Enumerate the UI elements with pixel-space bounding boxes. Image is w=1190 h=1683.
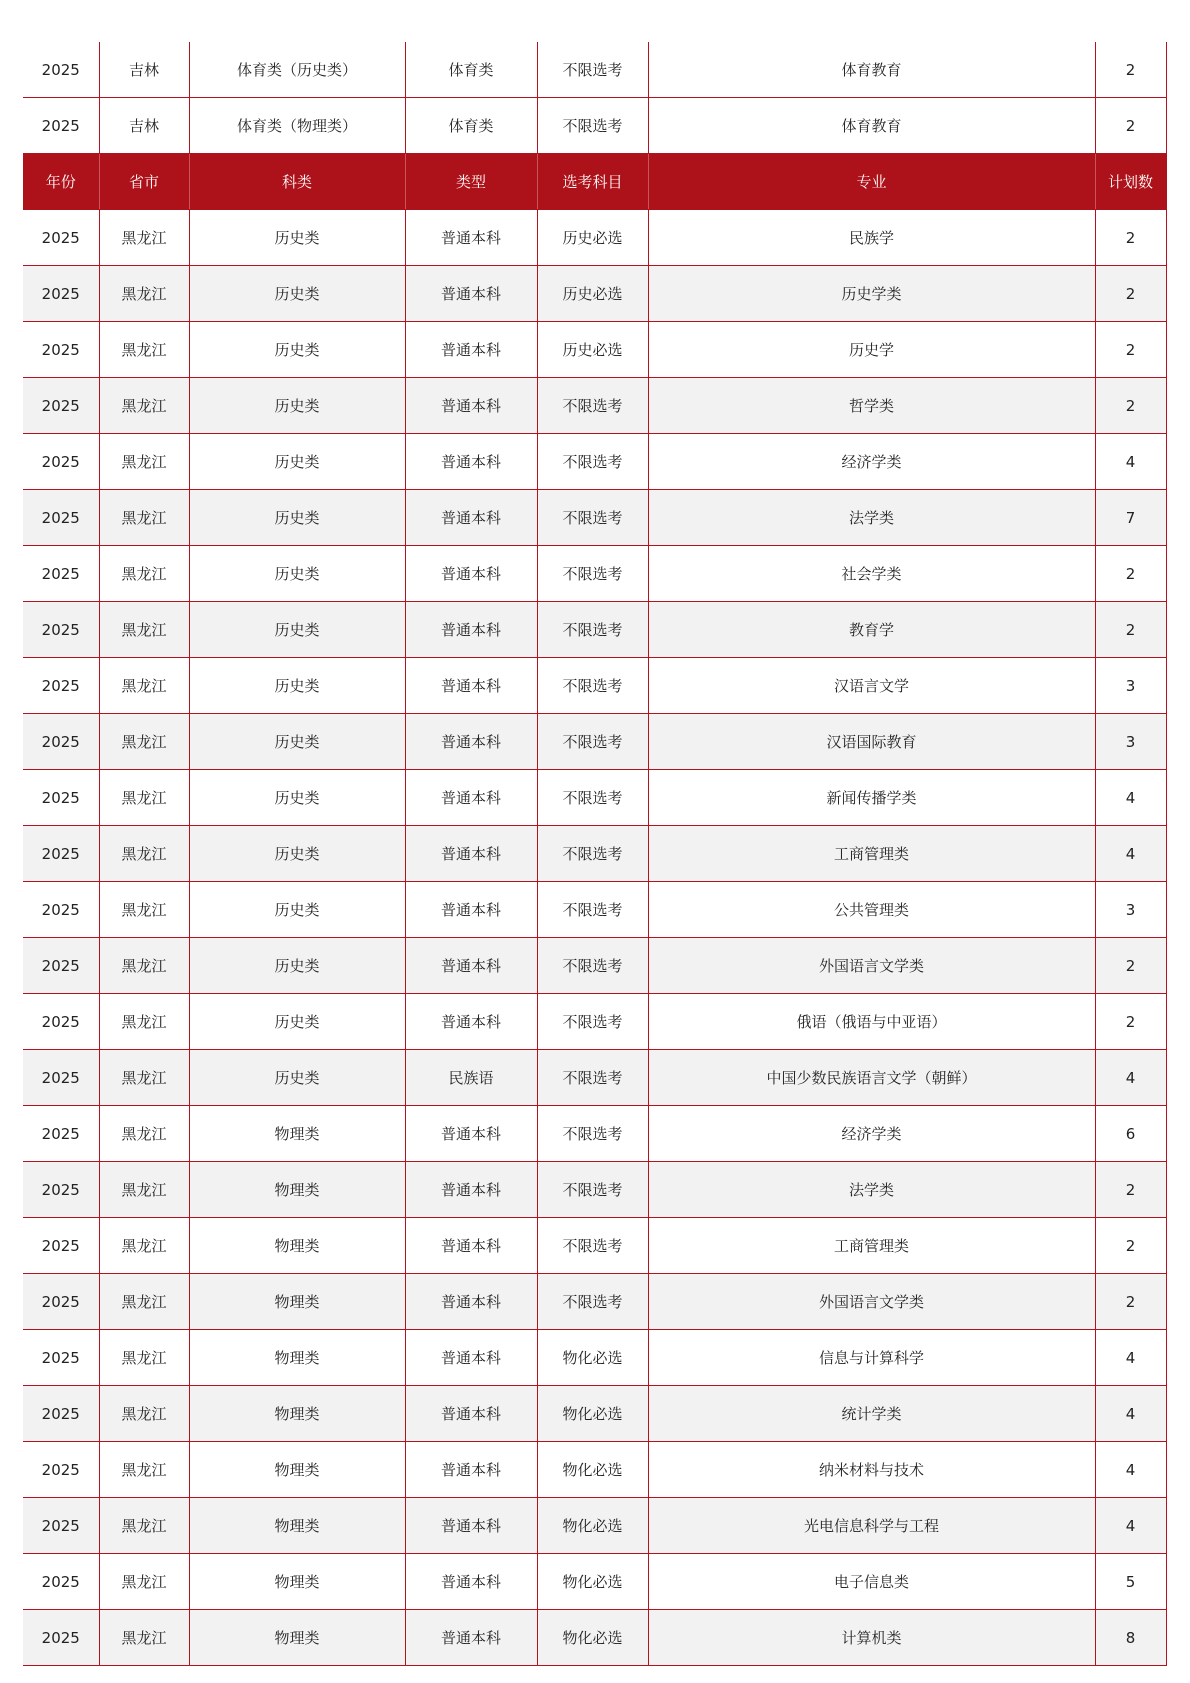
- plan-count-cell: 7: [1095, 490, 1166, 546]
- major-cell: 社会学类: [648, 546, 1095, 602]
- type-cell: 普通本科: [405, 1274, 537, 1330]
- year-cell: 2025: [23, 322, 99, 378]
- category-cell: 历史类: [189, 602, 405, 658]
- type-cell: 体育类: [405, 98, 537, 154]
- province-cell: 吉林: [99, 98, 189, 154]
- province-cell: 黑龙江: [99, 1442, 189, 1498]
- province-cell: 黑龙江: [99, 938, 189, 994]
- plan-count-cell: 2: [1095, 98, 1166, 154]
- subject-cell: 物化必选: [537, 1442, 648, 1498]
- category-cell: 物理类: [189, 1330, 405, 1386]
- type-cell: 民族语: [405, 1050, 537, 1106]
- subject-cell: 不限选考: [537, 770, 648, 826]
- major-cell: 经济学类: [648, 1106, 1095, 1162]
- type-cell: 普通本科: [405, 1610, 537, 1666]
- plan-count-cell: 4: [1095, 826, 1166, 882]
- subject-cell: 物化必选: [537, 1386, 648, 1442]
- table-row: [23, 266, 1166, 322]
- table-row: [23, 210, 1166, 266]
- province-cell: 黑龙江: [99, 994, 189, 1050]
- type-cell: 普通本科: [405, 882, 537, 938]
- subject-cell: 物化必选: [537, 1610, 648, 1666]
- type-cell: 普通本科: [405, 1162, 537, 1218]
- province-cell: 黑龙江: [99, 1610, 189, 1666]
- plan-count-cell: 2: [1095, 210, 1166, 266]
- header-province: 省市: [99, 154, 189, 210]
- major-cell: 民族学: [648, 210, 1095, 266]
- type-cell: 普通本科: [405, 602, 537, 658]
- year-cell: 2025: [23, 1386, 99, 1442]
- category-cell: 体育类（物理类）: [189, 98, 405, 154]
- province-cell: 黑龙江: [99, 1106, 189, 1162]
- major-cell: 教育学: [648, 602, 1095, 658]
- province-cell: 黑龙江: [99, 1554, 189, 1610]
- category-cell: 物理类: [189, 1274, 405, 1330]
- plan-count-cell: 2: [1095, 322, 1166, 378]
- type-cell: 普通本科: [405, 1498, 537, 1554]
- major-cell: 法学类: [648, 1162, 1095, 1218]
- category-cell: 历史类: [189, 490, 405, 546]
- category-cell: 物理类: [189, 1162, 405, 1218]
- type-cell: 普通本科: [405, 266, 537, 322]
- type-cell: 普通本科: [405, 994, 537, 1050]
- type-cell: 普通本科: [405, 826, 537, 882]
- year-cell: 2025: [23, 658, 99, 714]
- major-cell: 法学类: [648, 490, 1095, 546]
- type-cell: 普通本科: [405, 1554, 537, 1610]
- plan-count-cell: 4: [1095, 434, 1166, 490]
- province-cell: 黑龙江: [99, 322, 189, 378]
- year-cell: 2025: [23, 490, 99, 546]
- subject-cell: 不限选考: [537, 1106, 648, 1162]
- table-row: [23, 378, 1166, 434]
- subject-cell: 不限选考: [537, 1218, 648, 1274]
- category-cell: 物理类: [189, 1442, 405, 1498]
- category-cell: 物理类: [189, 1218, 405, 1274]
- category-cell: 体育类（历史类）: [189, 42, 405, 98]
- major-cell: 工商管理类: [648, 1218, 1095, 1274]
- type-cell: 普通本科: [405, 1218, 537, 1274]
- table-row: [23, 546, 1166, 602]
- province-cell: 黑龙江: [99, 1050, 189, 1106]
- major-cell: 体育教育: [648, 42, 1095, 98]
- table-row: [23, 434, 1166, 490]
- year-cell: 2025: [23, 826, 99, 882]
- type-cell: 普通本科: [405, 490, 537, 546]
- province-cell: 黑龙江: [99, 882, 189, 938]
- subject-cell: 不限选考: [537, 434, 648, 490]
- table-row: [23, 826, 1166, 882]
- plan-count-cell: 2: [1095, 378, 1166, 434]
- subject-cell: 不限选考: [537, 1162, 648, 1218]
- province-cell: 黑龙江: [99, 266, 189, 322]
- year-cell: 2025: [23, 1106, 99, 1162]
- province-cell: 黑龙江: [99, 1386, 189, 1442]
- subject-cell: 不限选考: [537, 938, 648, 994]
- plan-count-cell: 4: [1095, 1386, 1166, 1442]
- year-cell: 2025: [23, 1050, 99, 1106]
- province-cell: 黑龙江: [99, 490, 189, 546]
- category-cell: 历史类: [189, 770, 405, 826]
- year-cell: 2025: [23, 1162, 99, 1218]
- plan-count-cell: 8: [1095, 1610, 1166, 1666]
- category-cell: 历史类: [189, 714, 405, 770]
- table-row: [23, 1610, 1166, 1666]
- major-cell: 电子信息类: [648, 1554, 1095, 1610]
- plan-count-cell: 2: [1095, 938, 1166, 994]
- subject-cell: 不限选考: [537, 882, 648, 938]
- table-row: [23, 322, 1166, 378]
- province-cell: 黑龙江: [99, 434, 189, 490]
- type-cell: 普通本科: [405, 938, 537, 994]
- table-row: [23, 1442, 1166, 1498]
- year-cell: 2025: [23, 994, 99, 1050]
- type-cell: 体育类: [405, 42, 537, 98]
- type-cell: 普通本科: [405, 770, 537, 826]
- province-cell: 黑龙江: [99, 378, 189, 434]
- subject-cell: 历史必选: [537, 266, 648, 322]
- category-cell: 历史类: [189, 938, 405, 994]
- type-cell: 普通本科: [405, 1442, 537, 1498]
- table-row: [23, 1218, 1166, 1274]
- table-row: [23, 1498, 1166, 1554]
- table-row: [23, 1162, 1166, 1218]
- major-cell: 体育教育: [648, 98, 1095, 154]
- category-cell: 历史类: [189, 546, 405, 602]
- major-cell: 工商管理类: [648, 826, 1095, 882]
- category-cell: 历史类: [189, 322, 405, 378]
- major-cell: 汉语国际教育: [648, 714, 1095, 770]
- major-cell: 新闻传播学类: [648, 770, 1095, 826]
- subject-cell: 物化必选: [537, 1498, 648, 1554]
- year-cell: 2025: [23, 938, 99, 994]
- plan-count-cell: 3: [1095, 882, 1166, 938]
- type-cell: 普通本科: [405, 1330, 537, 1386]
- plan-count-cell: 2: [1095, 602, 1166, 658]
- header-year: 年份: [23, 154, 99, 210]
- category-cell: 物理类: [189, 1610, 405, 1666]
- plan-count-cell: 2: [1095, 994, 1166, 1050]
- type-cell: 普通本科: [405, 714, 537, 770]
- province-cell: 黑龙江: [99, 1218, 189, 1274]
- table-row: [23, 42, 1166, 98]
- enrollment-plan-table: [23, 42, 1167, 1666]
- subject-cell: 历史必选: [537, 322, 648, 378]
- year-cell: 2025: [23, 546, 99, 602]
- year-cell: 2025: [23, 602, 99, 658]
- type-cell: 普通本科: [405, 658, 537, 714]
- category-cell: 历史类: [189, 266, 405, 322]
- province-cell: 黑龙江: [99, 210, 189, 266]
- plan-count-cell: 2: [1095, 1218, 1166, 1274]
- major-cell: 历史学: [648, 322, 1095, 378]
- major-cell: 中国少数民族语言文学（朝鲜）: [648, 1050, 1095, 1106]
- plan-count-cell: 3: [1095, 714, 1166, 770]
- header-subject: 选考科目: [537, 154, 648, 210]
- year-cell: 2025: [23, 1274, 99, 1330]
- major-cell: 经济学类: [648, 434, 1095, 490]
- province-cell: 黑龙江: [99, 1274, 189, 1330]
- year-cell: 2025: [23, 98, 99, 154]
- major-cell: 俄语（俄语与中亚语）: [648, 994, 1095, 1050]
- province-cell: 吉林: [99, 42, 189, 98]
- plan-count-cell: 4: [1095, 1442, 1166, 1498]
- category-cell: 物理类: [189, 1498, 405, 1554]
- province-cell: 黑龙江: [99, 658, 189, 714]
- subject-cell: 不限选考: [537, 714, 648, 770]
- subject-cell: 物化必选: [537, 1554, 648, 1610]
- table-row: [23, 1554, 1166, 1610]
- year-cell: 2025: [23, 42, 99, 98]
- table-row: [23, 1330, 1166, 1386]
- table-row: [23, 938, 1166, 994]
- subject-cell: 不限选考: [537, 490, 648, 546]
- major-cell: 统计学类: [648, 1386, 1095, 1442]
- category-cell: 历史类: [189, 434, 405, 490]
- plan-count-cell: 2: [1095, 42, 1166, 98]
- year-cell: 2025: [23, 1218, 99, 1274]
- year-cell: 2025: [23, 882, 99, 938]
- table-row: [23, 1050, 1166, 1106]
- year-cell: 2025: [23, 1610, 99, 1666]
- table-row: [23, 98, 1166, 154]
- plan-count-cell: 4: [1095, 1498, 1166, 1554]
- major-cell: 计算机类: [648, 1610, 1095, 1666]
- year-cell: 2025: [23, 1498, 99, 1554]
- year-cell: 2025: [23, 714, 99, 770]
- category-cell: 物理类: [189, 1386, 405, 1442]
- plan-count-cell: 4: [1095, 770, 1166, 826]
- plan-count-cell: 2: [1095, 546, 1166, 602]
- type-cell: 普通本科: [405, 210, 537, 266]
- type-cell: 普通本科: [405, 378, 537, 434]
- plan-count-cell: 2: [1095, 266, 1166, 322]
- plan-count-cell: 2: [1095, 1162, 1166, 1218]
- subject-cell: 不限选考: [537, 658, 648, 714]
- table-row: [23, 1106, 1166, 1162]
- plan-count-cell: 6: [1095, 1106, 1166, 1162]
- subject-cell: 不限选考: [537, 826, 648, 882]
- type-cell: 普通本科: [405, 322, 537, 378]
- plan-count-cell: 3: [1095, 658, 1166, 714]
- table-row: [23, 1386, 1166, 1442]
- table-row: [23, 882, 1166, 938]
- category-cell: 历史类: [189, 882, 405, 938]
- major-cell: 纳米材料与技术: [648, 1442, 1095, 1498]
- major-cell: 外国语言文学类: [648, 938, 1095, 994]
- category-cell: 物理类: [189, 1106, 405, 1162]
- subject-cell: 历史必选: [537, 210, 648, 266]
- category-cell: 历史类: [189, 1050, 405, 1106]
- subject-cell: 不限选考: [537, 1274, 648, 1330]
- category-cell: 历史类: [189, 210, 405, 266]
- table-row: [23, 714, 1166, 770]
- header-type: 类型: [405, 154, 537, 210]
- category-cell: 历史类: [189, 658, 405, 714]
- province-cell: 黑龙江: [99, 826, 189, 882]
- province-cell: 黑龙江: [99, 1162, 189, 1218]
- major-cell: 信息与计算科学: [648, 1330, 1095, 1386]
- subject-cell: 不限选考: [537, 42, 648, 98]
- year-cell: 2025: [23, 434, 99, 490]
- subject-cell: 不限选考: [537, 602, 648, 658]
- province-cell: 黑龙江: [99, 1330, 189, 1386]
- header-major: 专业: [648, 154, 1095, 210]
- table-header-row: [23, 154, 1166, 210]
- category-cell: 历史类: [189, 826, 405, 882]
- year-cell: 2025: [23, 770, 99, 826]
- year-cell: 2025: [23, 378, 99, 434]
- header-category: 科类: [189, 154, 405, 210]
- province-cell: 黑龙江: [99, 1498, 189, 1554]
- type-cell: 普通本科: [405, 434, 537, 490]
- major-cell: 历史学类: [648, 266, 1095, 322]
- table-row: [23, 602, 1166, 658]
- category-cell: 历史类: [189, 378, 405, 434]
- subject-cell: 不限选考: [537, 994, 648, 1050]
- plan-count-cell: 4: [1095, 1330, 1166, 1386]
- table-row: [23, 490, 1166, 546]
- province-cell: 黑龙江: [99, 602, 189, 658]
- year-cell: 2025: [23, 1442, 99, 1498]
- type-cell: 普通本科: [405, 1386, 537, 1442]
- province-cell: 黑龙江: [99, 546, 189, 602]
- plan-count-cell: 4: [1095, 1050, 1166, 1106]
- subject-cell: 物化必选: [537, 1330, 648, 1386]
- major-cell: 哲学类: [648, 378, 1095, 434]
- province-cell: 黑龙江: [99, 770, 189, 826]
- table-row: [23, 770, 1166, 826]
- province-cell: 黑龙江: [99, 714, 189, 770]
- subject-cell: 不限选考: [537, 378, 648, 434]
- subject-cell: 不限选考: [537, 546, 648, 602]
- year-cell: 2025: [23, 1330, 99, 1386]
- category-cell: 物理类: [189, 1554, 405, 1610]
- type-cell: 普通本科: [405, 1106, 537, 1162]
- category-cell: 历史类: [189, 994, 405, 1050]
- major-cell: 外国语言文学类: [648, 1274, 1095, 1330]
- header-plan-count: 计划数: [1095, 154, 1166, 210]
- major-cell: 光电信息科学与工程: [648, 1498, 1095, 1554]
- plan-count-cell: 5: [1095, 1554, 1166, 1610]
- table-row: [23, 1274, 1166, 1330]
- table-row: [23, 658, 1166, 714]
- subject-cell: 不限选考: [537, 98, 648, 154]
- year-cell: 2025: [23, 266, 99, 322]
- year-cell: 2025: [23, 210, 99, 266]
- plan-count-cell: 2: [1095, 1274, 1166, 1330]
- subject-cell: 不限选考: [537, 1050, 648, 1106]
- major-cell: 汉语言文学: [648, 658, 1095, 714]
- type-cell: 普通本科: [405, 546, 537, 602]
- table-row: [23, 994, 1166, 1050]
- major-cell: 公共管理类: [648, 882, 1095, 938]
- year-cell: 2025: [23, 1554, 99, 1610]
